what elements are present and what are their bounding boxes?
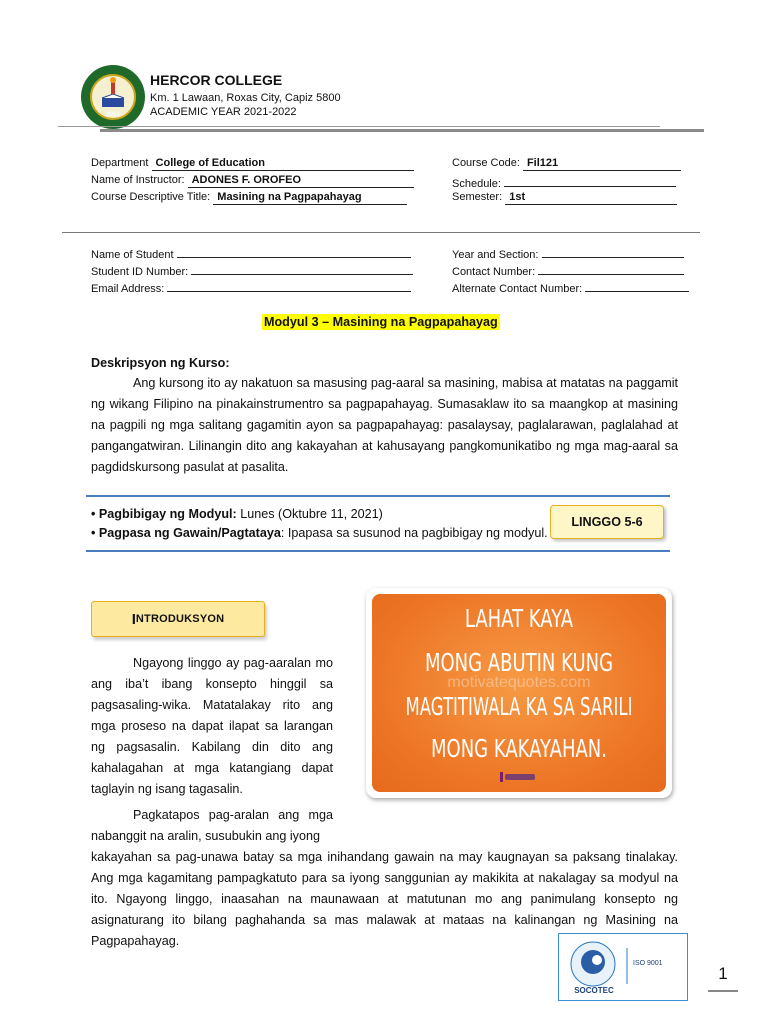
header-rule-thin [58,126,660,127]
iso-label: ISO 9001 [633,960,663,967]
alt-contact-field[interactable] [585,278,689,292]
schedule-rule-bottom [86,550,670,552]
header-rule-thick [100,129,704,132]
course-title-row: Course Descriptive Title: Masining na Pagpapahayag [91,190,407,205]
quote-logo-icon [500,770,538,784]
given-date-row: • Pagbibigay ng Modyul: Lunes (Oktubre 11, 2021) [91,507,383,521]
quote-line-3: MAGTITIWALA KA SA SARILI [405,692,633,721]
student-name-row: Name of Student [91,244,411,262]
contact-field[interactable] [538,261,684,275]
course-code-value: Fil121 [523,156,681,171]
quote-line-1: LAHAT KAYA [464,604,574,633]
course-code-row: Course Code: Fil121 [452,156,681,171]
contact-row: Contact Number: [452,261,684,279]
quote-image [366,588,672,798]
socotec-brand: SOCOTEC [574,986,614,995]
college-seal [80,64,146,130]
quote-panel [372,594,666,792]
academic-year: ACADEMIC YEAR 2021-2022 [150,106,297,118]
intro-banner-initial: I [131,610,136,628]
department-row: Department College of Education [91,156,414,171]
page-number-rule [708,990,738,992]
year-section-row: Year and Section: [452,244,684,262]
course-title-value: Masining na Pagpapahayag [213,190,407,205]
intro-paragraph-1: Ngayong linggo ay pag-aaralan mo ang iba’t ibang konsepto hinggil sa pagsasaling-wika. Matatalakay rito ang mga proseso na dapat ilapat sa larangan ng pagsasalin. Kabilang din dito ang kahalagahan at mga katangiang dapat taglayin ng isang tagasalin. [91,656,333,796]
department-value: College of Education [152,156,414,171]
module-title: Modyul 3 – Masining na Pagpapahayag [264,315,498,329]
submit-row: • Pagpasa ng Gawain/Pagtataya: Ipapasa sa susunod na pagbibigay ng modyul. [91,526,548,540]
quote-line-2: MONG ABUTIN KUNG [424,648,614,677]
section-rule [62,232,700,233]
seal-year: 2004 [106,112,120,118]
schedule-row: Schedule: [452,173,676,191]
email-field[interactable] [167,278,411,292]
intro-paragraph-2-rest: kakayahan sa pag-unawa batay sa mga inihandang gawain na may kaugnayan sa paksang tinalakay. Ang mga kagamitang pampagkatuto para sa iyong sanggunian ay makikita at nakalagay sa modyul na ito. Ngayong linggo, inaasahan na maunawaan at matutunan mo ang panimulang konsepto ng asignaturang ito bilang paghahanda sa mas malawak at mataas na kalinangan ng Masining na Pagpapahayag. [91,850,678,948]
quote-watermark: motivatequotes.com [447,674,591,691]
quote-line-4: MONG KAKAYAHAN. [431,734,607,763]
year-section-field[interactable] [542,244,684,258]
description-body: Ang kursong ito ay nakatuon sa masusing pag-aaral sa masining, mabisa at matatas na paggamit ng wikang Filipino na pinakainstrumentro sa pagpapahayag. Sumasaklaw ito sa maangkop at masining na pagpili ng mga salitang gagamitin ayon sa pagpapahayag: pasalaysay, paglalarawan, paglalahad at pangangatwiran. Lilinangin dito ang kakayahan at kahusayang pangkomunikatibo ng mga mag-aaral sa pagdidskursong pasulat at pasalita. [91,376,678,474]
intro-paragraph-2-start: Pagkatapos pag-aralan ang mga nabanggit na aralin, susubukin ang iyong [91,808,333,843]
student-name-field[interactable] [177,244,411,258]
student-id-row: Student ID Number: [91,261,413,279]
instructor-row: Name of Instructor: ADONES F. OROFEO [91,173,414,188]
week-badge: LINGGO 5-6 [550,505,664,539]
email-row: Email Address: [91,278,411,296]
semester-row: Semester: 1st [452,190,677,205]
description-heading: Deskripsyon ng Kurso: [91,356,230,370]
page-number: 1 [718,964,728,983]
intro-banner [91,601,265,637]
alt-contact-row: Alternate Contact Number: [452,278,689,296]
iso-certification [558,933,688,1001]
schedule-rule-top [86,495,670,497]
schedule-value [504,173,676,187]
instructor-value: ADONES F. OROFEO [188,173,414,188]
school-name: HERCOR COLLEGE [150,72,283,88]
semester-value: 1st [505,190,677,205]
school-address: Km. 1 Lawaan, Roxas City, Capiz 5800 [150,92,341,104]
intro-banner-rest: NTRODUKSYON [135,613,225,625]
student-id-field[interactable] [191,261,413,275]
